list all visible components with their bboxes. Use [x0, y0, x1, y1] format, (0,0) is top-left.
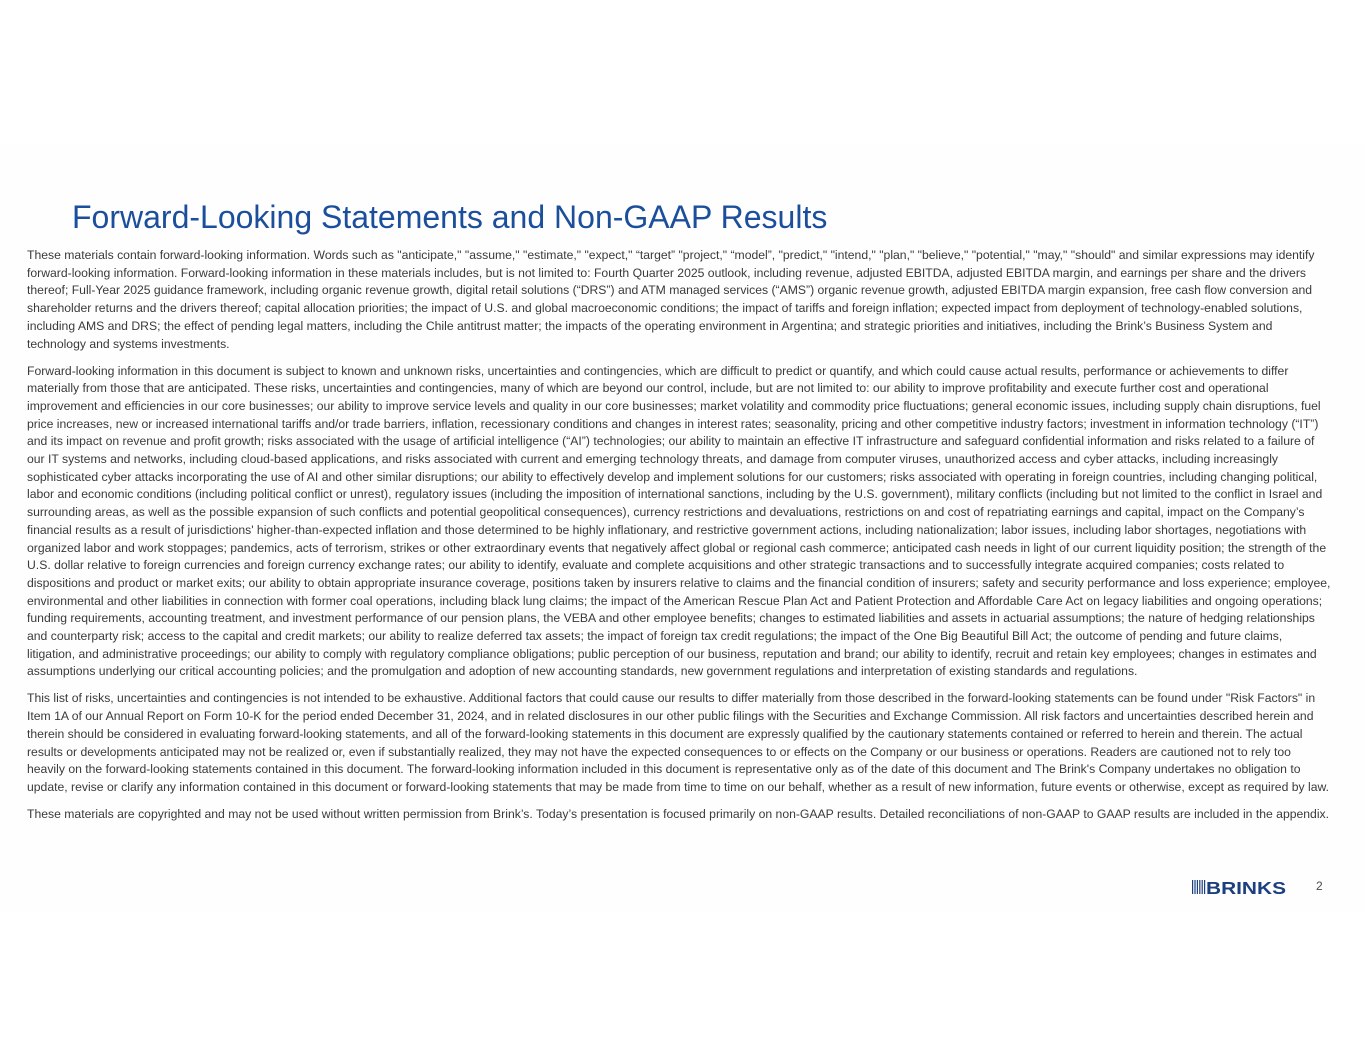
paragraph-risks: Forward-looking information in this document is subject to known and unknown risks, uncertainties and contingencies, which are difficult to predict or quantify, and which could cause actual results, performance or achievements to differ materially from those that are anticipated. These risks, uncertainties and contingencies, many of which are beyond our control, include, but are not limited to: our ability to improve profitability and execute further cost and operational improvement and efficiencies in our core businesses; our ability to improve service levels and quality in our core businesses; market volatility and commodity price fluctuations; general economic issues, including supply chain disruptions, fuel price increases, new or increased international tariffs and/or trade barriers, inflation, recessionary conditions and changes in interest rates; seasonality, pricing and other competitive industry factors; investment in information technology (“IT”) and its impact on revenue and profit growth; risks associated with the usage of artificial intelligence (“AI”) technologies; our ability to maintain an effective IT infrastructure and safeguard confidential information and risks related to a failure of our IT systems and networks, including cloud-based applications, and risks associated with current and emerging technology threats, and damage from computer viruses, unauthorized access and cyber attacks, including increasingly sophisticated cyber attacks incorporating the use of AI and other similar disruptions; our ability to effectively develop and implement solutions for our customers; risks associated with operating in foreign countries, including changing political, labor and economic conditions (including political conflict or unrest), regulatory issues (including the imposition of international sanctions, including by the U.S. government), military conflicts (including but not limited to the conflict in Israel and surrounding areas, as well as the possible expansion of such conflicts and potential geopolitical consequences), currency restrictions and devaluations, restrictions on and cost of repatriating earnings and capital, impact on the Company’s financial results as a result of jurisdictions' higher-than-expected inflation and those determined to be highly inflationary, and restrictive government actions, including nationalization; labor issues, including labor shortages, negotiations with organized labor and work stoppages; pandemics, acts of terrorism, strikes or other extraordinary events that negatively affect global or regional cash commerce; anticipated cash needs in light of our current liquidity position; the strength of the U.S. dollar relative to foreign currencies and foreign currency exchange rates; our ability to identify, evaluate and complete acquisitions and other strategic transactions and to successfully integrate acquired companies; costs related to dispositions and product or market exits; our ability to obtain appropriate insurance coverage, positions taken by insurers relative to claims and the financial condition of insurers; safety and security performance and loss experience; employee, environmental and other liabilities in connection with former coal operations, including black lung claims; the impact of the American Rescue Plan Act and Patient Protection and Affordable Care Act on legacy liabilities and ongoing operations; funding requirements, accounting treatment, and investment performance of our pension plans, the VEBA and other employee benefits; changes to estimated liabilities and assets in actuarial assumptions; the nature of hedging relationships and counterparty risk; access to the capital and credit markets; our ability to realize deferred tax assets; the impact of foreign tax credit regulations; the impact of the One Big Beautiful Bill Act; the outcome of pending and future claims, litigation, and administrative proceedings; our ability to comply with regulatory compliance obligations; public perception of our business, reputation and brand; our ability to identify, recruit and retain key employees; changes in estimates and assumptions underlying our critical accounting policies; and the promulgation and adoption of new accounting standards, new government regulations and interpretation of existing standards and regulations.: [27, 363, 1331, 679]
brinks-logo: [1192, 876, 1288, 896]
paragraph-not-exhaustive: This list of risks, uncertainties and contingencies is not intended to be exhaustive. Additional factors that could cause our results to differ materially from those described in the forward-looking statements can be found under "Risk Factors" in Item 1A of our Annual Report on Form 10-K for the period ended December 31, 2024, and in related disclosures in our other public filings with the Securities and Exchange Commission. All risk factors and uncertainties described herein and therein should be considered in evaluating forward-looking statements, and all of the forward-looking statements in this document are expressly qualified by the cautionary statements contained or referred to herein and therein. The actual results or developments anticipated may not be realized or, even if substantially realized, they may not have the expected consequences to or effects on the Company or our business or operations. Readers are cautioned not to rely too heavily on the forward-looking statements contained in this document. The forward-looking information included in this document is representative only as of the date of this document and The Brink's Company undertakes no obligation to update, revise or clarify any information contained in this document or forward-looking statements that may be made from time to time on our behalf, whether as a result of new information, future events or otherwise, except as required by law.: [27, 691, 1330, 794]
paragraph-forward-looking-intro: These materials contain forward-looking information. Words such as "anticipate," "assume," "estimate," "expect," “target” "project," “model”, "predict," "intend," "plan," "believe," "potential," "may," "should" and similar expressions may identify forward-looking information. Forward-looking information in these materials includes, but is not limited to: Fourth Quarter 2025 outlook, including revenue, adjusted EBITDA, adjusted EBITDA margin, and earnings per share and the drivers thereof; Full-Year 2025 guidance framework, including organic revenue growth, digital retail solutions (“DRS”) and ATM managed services (“AMS”) organic revenue growth, adjusted EBITDA margin expansion, free cash flow conversion and shareholder returns and the drivers thereof; capital allocation priorities; the impact of U.S. and global macroeconomic conditions; the impact of tariffs and foreign inflation; expected impact from deployment of technology-enabled solutions, including AMS and DRS; the effect of pending legal matters, including the Chile antitrust matter; the impacts of the operating environment in Argentina; and strategic priorities and initiatives, including the Brink’s Business System and technology and systems investments.: [27, 248, 1315, 351]
slide-title: Forward-Looking Statements and Non-GAAP Results: [72, 199, 828, 235]
paragraph-copyright-non-gaap: These materials are copyrighted and may not be used without written permission from Brink’s. Today’s presentation is focused primarily on non-GAAP results. Detailed reconciliations of non-GAAP to GAAP results are included in the appendix.: [27, 806, 1330, 821]
disclaimer-body: [27, 247, 1332, 833]
logo-wordmark: BRINKS: [1206, 878, 1286, 896]
page-number: 2: [1316, 879, 1323, 893]
